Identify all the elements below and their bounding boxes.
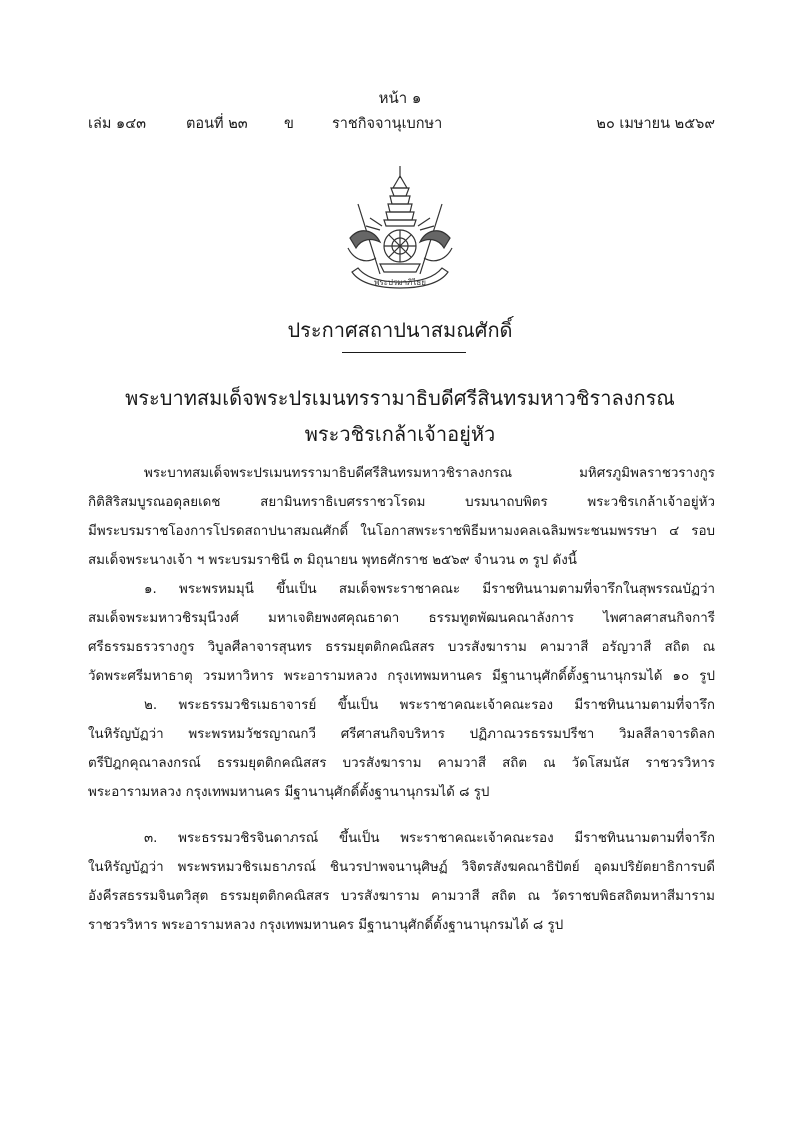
item-line: ศรีธรรมธรวรางกูร วิบูลศีลาจารสุนทร ธรรมยุตติกคณิสสร บวรสังฆาราม คามวาสี อรัญวาสี สถิต ณ [88, 640, 715, 655]
item-line: ในหิรัญบัฏว่า พระพรหมวชิรเมธาภรณ์ ชินวรปาพจนานุศิษฏ์ วิจิตรสังฆคณาธิปัตย์ อุดมปริยัตยาธิการบดี [88, 860, 715, 875]
intro-line: พระบาทสมเด็จพระปรเมนทรรามาธิบดีศรีสินทรมหาวชิราลงกรณ มหิศรภูมิพลราชวรางกูร [144, 466, 715, 481]
section-type: ข [284, 116, 294, 132]
item-line: ๑. พระพรหมมุนี ขึ้นเป็น สมเด็จพระราชาคณะ มีราชทินนามตามที่จารึกในสุพรรณบัฏว่า [144, 582, 715, 597]
item-line: ตรีปิฎกคุณาลงกรณ์ ธรรมยุตติกคณิสสร บวรสังฆาราม คามวาสี สถิต ณ วัดโสมนัส ราชวรวิหาร [88, 756, 715, 771]
item-line: อังคีรสธรรมจินตวิสุต ธรรมยุตติกคณิสสร บวรสังฆาราม คามวาสี สถิต ณ วัดราชบพิธสถิตมหาสีมาราม [88, 889, 715, 904]
royal-title-line-1: พระบาทสมเด็จพระปรเมนทรรามาธิบดีศรีสินทรมหาวชิราลงกรณ [125, 386, 675, 410]
announcement-heading: ประกาศสถาปนาสมณศักดิ์ [287, 318, 513, 342]
intro-line: สมเด็จพระนางเจ้า ฯ พระบรมราชินี ๓ มิถุนายน พุทธศักราช ๒๕๖๙ จำนวน ๓ รูป ดังนี้ [88, 553, 577, 568]
volume-number: เล่ม ๑๔๓ [88, 116, 147, 132]
item-line: ในหิรัญบัฏว่า พระพรหมวัชรญาณกวี ศรีศาสนกิจบริหาร ปฏิภาณวรธรรมปรีชา วิมลสีลาจารดิลก [88, 727, 715, 742]
item-line: พระอารามหลวง กรุงเทพมหานคร มีฐานานุศักดิ์ตั้งฐานานุกรมได้ ๘ รูป [88, 785, 490, 800]
item-line: วัดพระศรีมหาธาตุ วรมหาวิหาร พระอารามหลวง กรุงเทพมหานคร มีฐานานุศักดิ์ตั้งฐานานุกรมได้ ๑๐ รูป [88, 669, 715, 684]
item-line: สมเด็จพระมหาวชิรมุนีวงศ์ มหาเจติยพงศคุณธาดา ธรรมทูตพัฒนคณาลังการ ไพศาลศาสนกิจการี [88, 611, 715, 626]
royal-title-line-2: พระวชิรเกล้าเจ้าอยู่หัว [304, 422, 496, 446]
intro-line: มีพระบรมราชโองการโปรดสถาปนาสมณศักดิ์ ในโอกาสพระราชพิธีมหามงคลเฉลิมพระชนมพรรษา ๔ รอบ [88, 524, 715, 539]
item-line: ๒. พระธรรมวชิรเมธาจารย์ ขึ้นเป็น พระราชาคณะเจ้าคณะรอง มีราชทินนามตามที่จารึก [144, 698, 715, 713]
emblem-banner-text: พระปรมาภิไธย [374, 278, 426, 287]
royal-emblem-icon [330, 164, 470, 294]
heading-divider [342, 352, 466, 353]
gazette-name: ราชกิจจานุเบกษา [332, 116, 443, 132]
item-line: ราชวรวิหาร พระอารามหลวง กรุงเทพมหานคร มีฐานานุศักดิ์ตั้งฐานานุกรมได้ ๘ รูป [88, 918, 564, 933]
intro-line: กิติสิริสมบูรณอดุลยเดช สยามินทราธิเบศรราชวโรดม บรมนาถบพิตร พระวชิรเกล้าเจ้าอยู่หัว [88, 495, 715, 510]
publication-date: ๒๐ เมษายน ๒๕๖๙ [596, 116, 715, 132]
item-line: ๓. พระธรรมวชิรจินดาภรณ์ ขึ้นเป็น พระราชาคณะเจ้าคณะรอง มีราชทินนามตามที่จารึก [144, 831, 715, 846]
page-number: หน้า ๑ [378, 89, 422, 107]
section-number: ตอนที่ ๒๓ [186, 116, 248, 132]
